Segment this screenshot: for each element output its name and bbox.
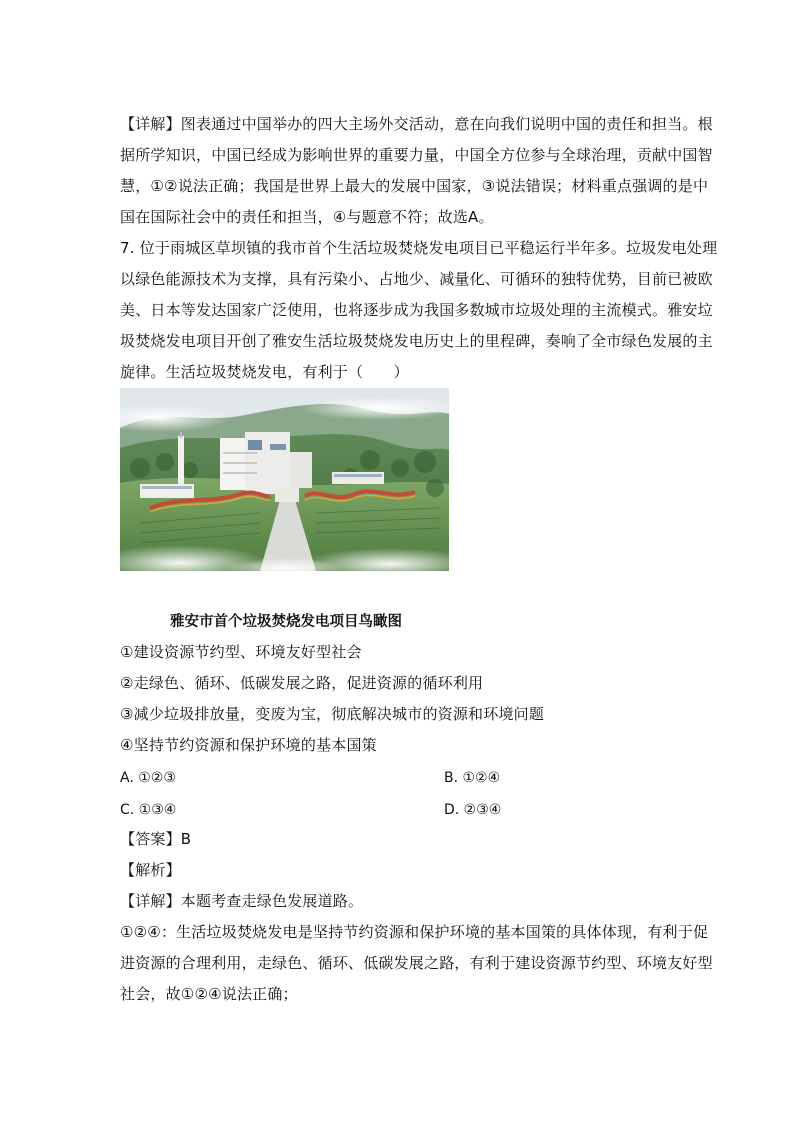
option-a: A. ①②③ [120,770,176,786]
answer-line: 【答案】B [120,830,192,848]
explanation-line-3: 慧，①②说法正确；我国是世界上最大的发展中国家，③说法错误；材料重点强调的是中 [120,177,709,195]
option-b: B. ①②④ [444,770,501,786]
aerial-view-image [120,388,449,571]
explanation-line-4: 国在国际社会中的责任和担当，④与题意不符；故选A。 [120,208,494,226]
detail-line-1: 【详解】本题考查走绿色发展道路。 [120,892,364,910]
option-d: D. ②③④ [444,802,502,818]
statement-4: ④坚持节约资源和保护环境的基本国策 [120,736,377,754]
explanation-line-1: 【详解】图表通过中国举办的四大主场外交活动，意在向我们说明中国的责任和担当。根 [120,115,713,133]
question-line-4: 圾焚烧发电项目开创了雅安生活垃圾焚烧发电历史上的里程碑，奏响了全市绿色发展的主 [120,332,713,350]
statement-3: ③减少垃圾排放量，变废为宝，彻底解决城市的资源和环境问题 [120,705,545,723]
statement-2: ②走绿色、循环、低碳发展之路，促进资源的循环利用 [120,674,484,692]
detail-line-2: ①②④：生活垃圾焚烧发电是坚持节约资源和保护环境的基本国策的具体体现，有利于促 [120,923,709,941]
question-line-1: 7. 位于雨城区草坝镇的我市首个生活垃圾焚烧发电项目已平稳运行半年多。垃圾发电处理 [120,239,718,257]
figure-caption: 雅安市首个垃圾焚烧发电项目鸟瞰图 [170,614,402,630]
option-c: C. ①③④ [120,802,177,818]
statement-1: ①建设资源节约型、环境友好型社会 [120,643,362,661]
explanation-line-2: 据所学知识，中国已经成为影响世界的重要力量，中国全方位参与全球治理，贡献中国智 [120,146,713,164]
question-line-2: 以绿色能源技术为支撑，具有污染小、占地少、减量化、可循环的独特优势，目前已被欧 [120,270,713,288]
detail-line-4: 社会，故①②④说法正确； [120,985,298,1003]
detail-line-3: 进资源的合理利用，走绿色、循环、低碳发展之路，有利于建设资源节约型、环境友好型 [120,954,713,972]
analysis-title: 【解析】 [120,861,181,879]
question-line-5: 旋律。生活垃圾焚烧发电，有利于（ ） [120,363,409,381]
question-line-3: 美、日本等发达国家广泛使用，也将逐步成为我国多数城市垃圾处理的主流模式。雅安垃 [120,301,713,319]
